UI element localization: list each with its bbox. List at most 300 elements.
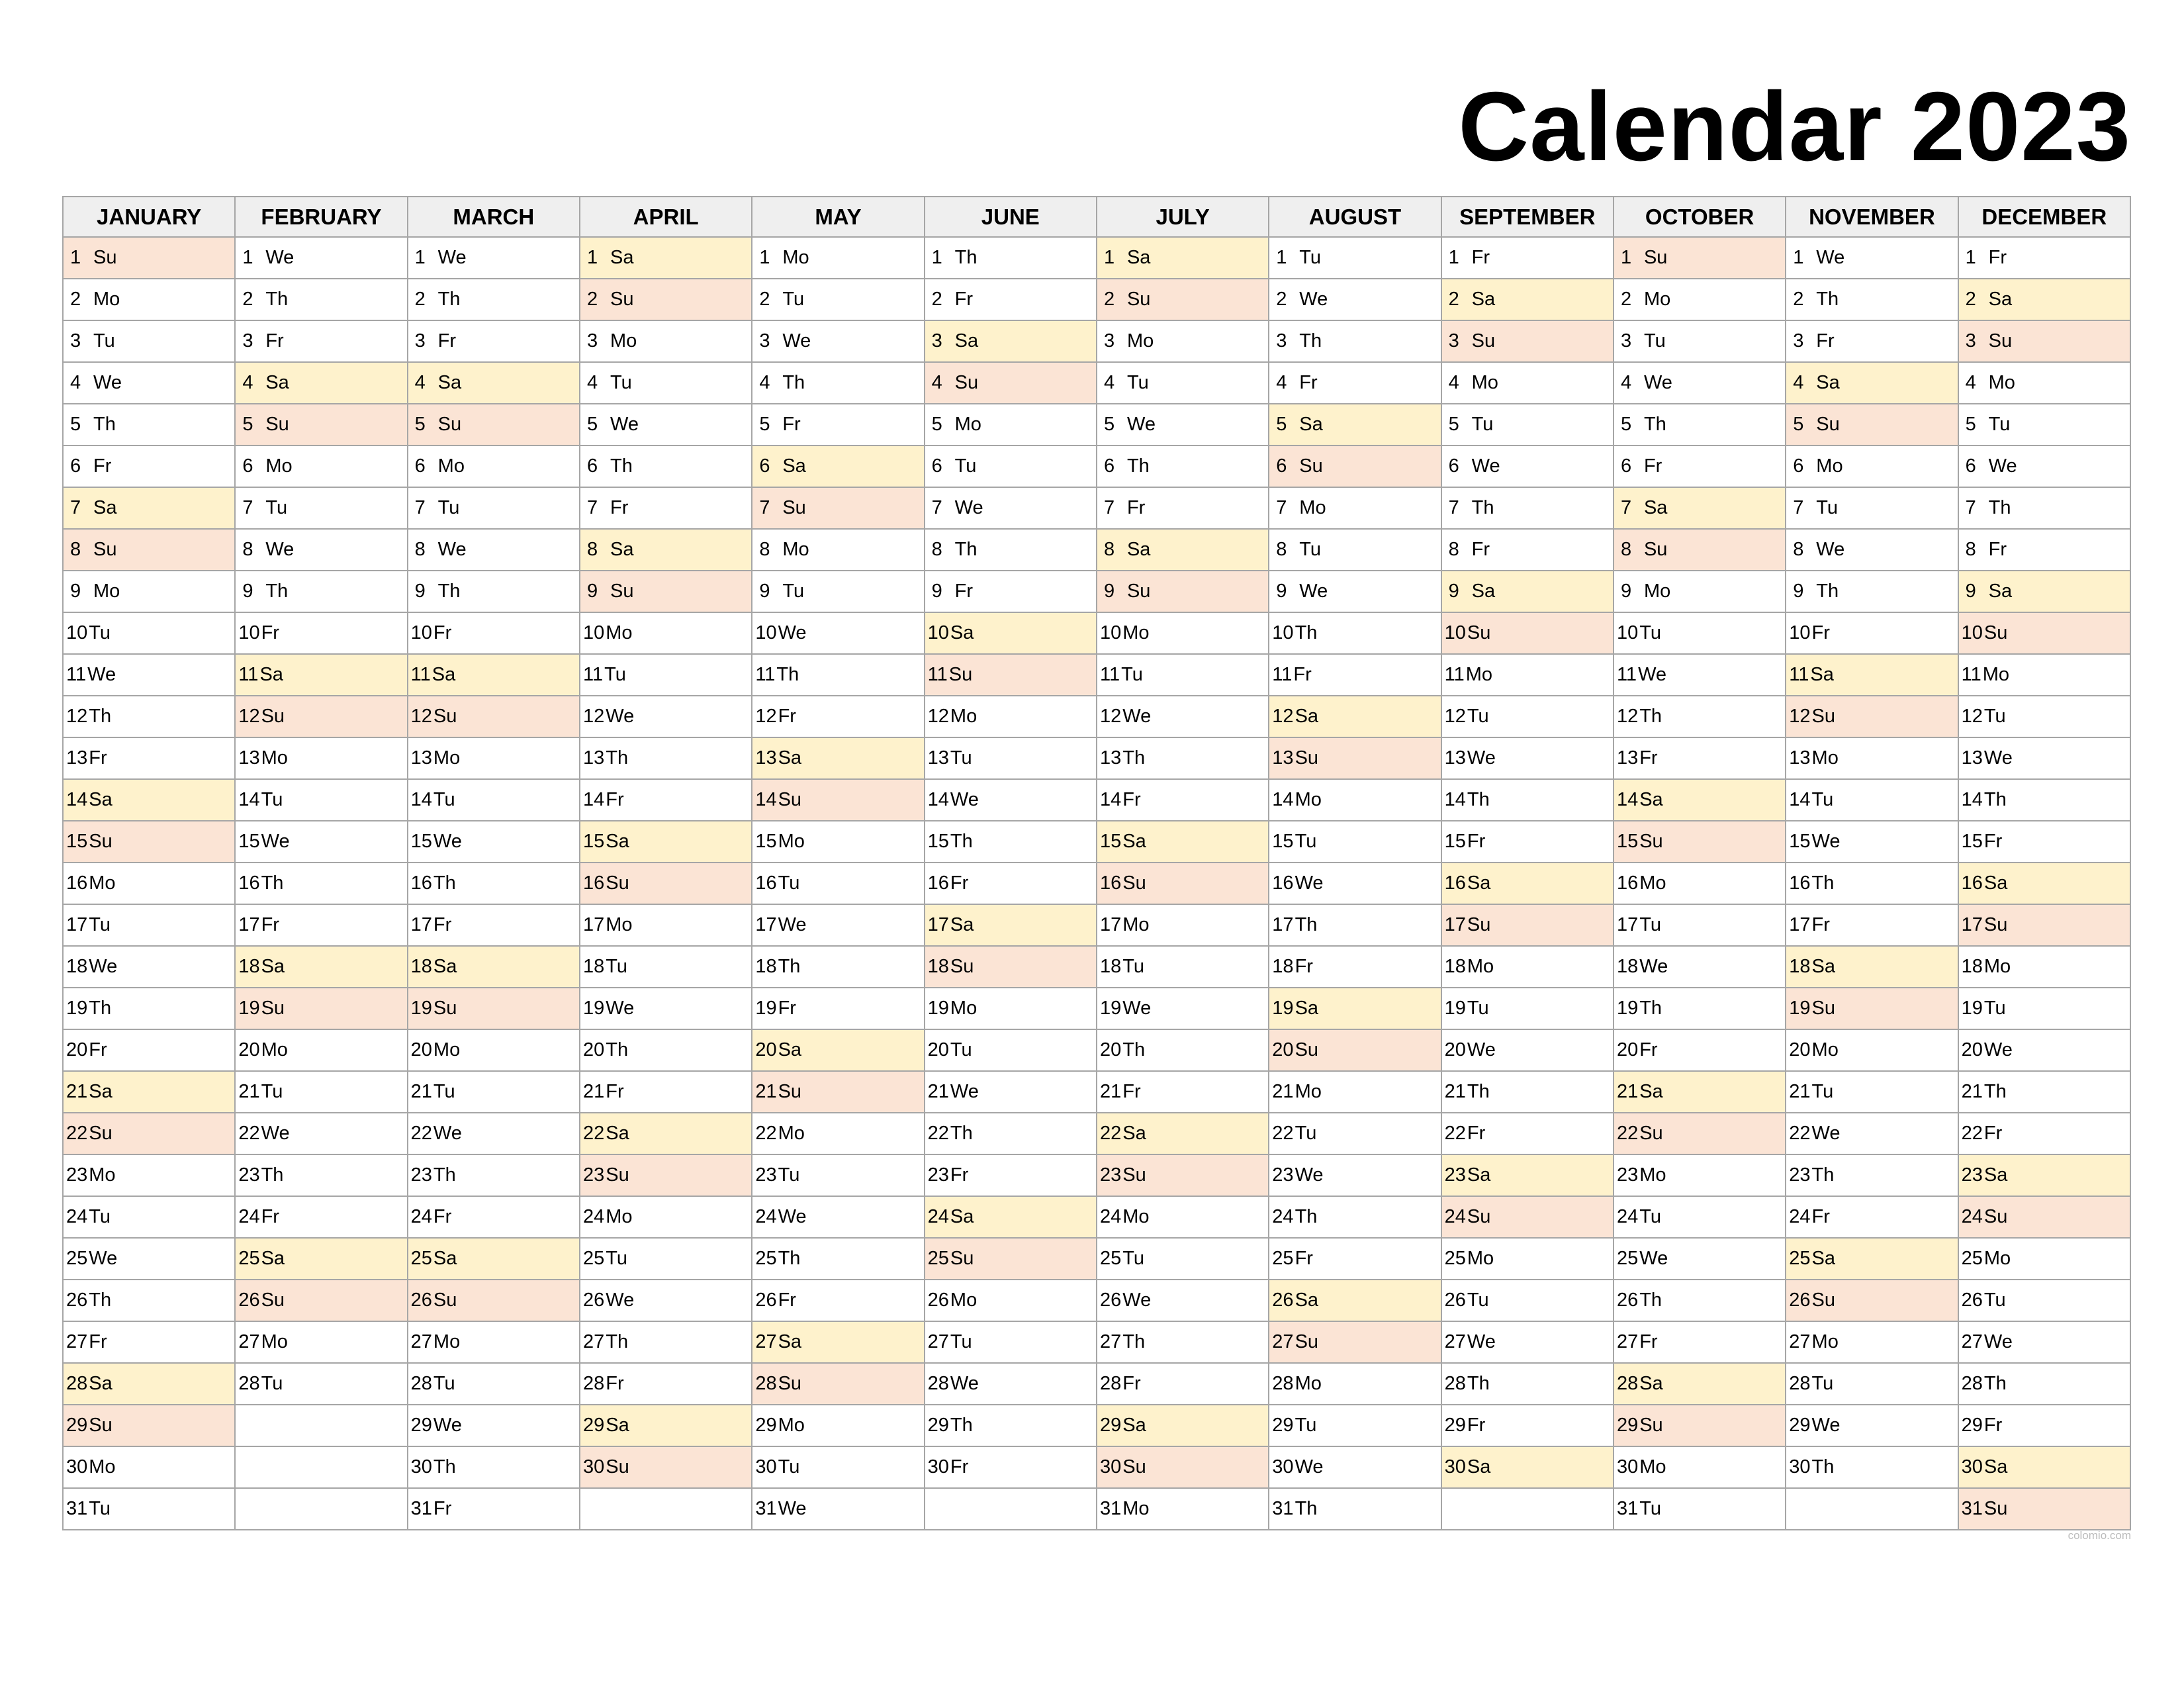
day-number: 4 — [70, 372, 81, 393]
weekday-abbr: Tu — [265, 497, 288, 518]
day-number: 22 — [1272, 1123, 1294, 1144]
day-cell — [1269, 1196, 1441, 1238]
weekday-abbr: Tu — [437, 497, 460, 518]
day-number: 26 — [66, 1289, 88, 1311]
day-cell — [1786, 696, 1958, 737]
day-number: 23 — [755, 1164, 777, 1186]
day-cell — [752, 1238, 924, 1280]
day-cell — [1441, 1238, 1614, 1280]
weekday-abbr: Sa — [1126, 539, 1151, 560]
day-cell — [1441, 1446, 1614, 1488]
day-number: 15 — [238, 831, 260, 852]
day-cell — [580, 1280, 752, 1321]
weekday-abbr: Sa — [1295, 998, 1319, 1019]
weekday-abbr: Fr — [1122, 789, 1141, 810]
weekday-abbr: We — [1639, 1248, 1668, 1269]
day-cell — [235, 654, 407, 696]
weekday-abbr: Th — [610, 455, 633, 477]
weekday-abbr: We — [1295, 1456, 1324, 1477]
day-cell — [408, 904, 580, 946]
weekday-abbr: Th — [1122, 747, 1146, 769]
day-number: 1 — [70, 247, 81, 268]
day-cell — [580, 1154, 752, 1196]
day-number: 11 — [1789, 664, 1809, 685]
day-number: 18 — [66, 956, 88, 977]
weekday-abbr: Fr — [610, 497, 629, 518]
weekday-abbr: Tu — [610, 372, 632, 393]
weekday-abbr: Th — [1811, 872, 1835, 894]
weekday-abbr: We — [1467, 747, 1496, 769]
day-number: 9 — [1965, 581, 1976, 602]
source-credit: colomio.com — [2068, 1529, 2131, 1542]
weekday-abbr: Mo — [437, 455, 465, 477]
day-cell — [1441, 946, 1614, 988]
day-cell — [1441, 904, 1614, 946]
weekday-abbr: Sa — [1295, 1289, 1319, 1311]
day-cell — [1097, 445, 1269, 487]
day-number: 20 — [1789, 1039, 1811, 1060]
day-row — [63, 863, 2130, 904]
day-number: 19 — [66, 998, 88, 1019]
day-number: 15 — [410, 831, 432, 852]
day-cell — [752, 1154, 924, 1196]
day-number: 19 — [1789, 998, 1811, 1019]
day-number: 16 — [927, 872, 949, 894]
day-number: 24 — [1789, 1206, 1811, 1227]
day-number: 16 — [66, 872, 88, 894]
day-number: 3 — [1620, 330, 1632, 352]
day-cell — [235, 988, 407, 1029]
day-row — [63, 487, 2130, 529]
day-cell — [1097, 1280, 1269, 1321]
weekday-abbr: Mo — [950, 706, 978, 727]
weekday-abbr: Su — [1811, 998, 1836, 1019]
day-cell — [1958, 237, 2130, 279]
day-cell — [580, 654, 752, 696]
weekday-abbr: Tu — [1983, 998, 2006, 1019]
weekday-abbr: Tu — [433, 1081, 455, 1102]
day-cell — [408, 1280, 580, 1321]
weekday-abbr: Fr — [1983, 1123, 2003, 1144]
day-cell — [1786, 1238, 1958, 1280]
day-row — [63, 571, 2130, 612]
day-number: 2 — [1103, 289, 1115, 310]
day-cell — [1786, 1405, 1958, 1446]
day-cell — [752, 445, 924, 487]
weekday-abbr: Sa — [950, 622, 974, 643]
weekday-abbr: Tu — [1811, 1373, 1834, 1394]
day-number: 25 — [1789, 1248, 1811, 1269]
day-cell — [1097, 1071, 1269, 1113]
weekday-abbr: Sa — [261, 956, 285, 977]
weekday-abbr: Th — [1467, 789, 1490, 810]
day-number: 2 — [414, 289, 426, 310]
day-number: 29 — [755, 1415, 777, 1436]
day-row — [63, 1238, 2130, 1280]
day-number: 22 — [66, 1123, 88, 1144]
weekday-abbr: Fr — [950, 1456, 969, 1477]
day-cell — [1097, 1405, 1269, 1446]
weekday-abbr: We — [1983, 747, 2013, 769]
day-number: 5 — [1793, 414, 1804, 435]
weekday-abbr: Fr — [1467, 1123, 1486, 1144]
day-cell — [63, 946, 235, 988]
day-number: 26 — [1789, 1289, 1811, 1311]
day-number: 13 — [66, 747, 88, 769]
day-cell — [925, 863, 1097, 904]
day-cell — [63, 696, 235, 737]
weekday-abbr: Mo — [1295, 1081, 1322, 1102]
day-number: 22 — [1616, 1123, 1639, 1144]
day-cell — [1097, 779, 1269, 821]
weekday-abbr: Fr — [1988, 247, 2007, 268]
day-number: 10 — [582, 622, 605, 643]
day-cell — [1269, 571, 1441, 612]
day-cell — [1269, 1071, 1441, 1113]
day-number: 4 — [1965, 372, 1976, 393]
day-cell — [1441, 988, 1614, 1029]
day-cell — [752, 404, 924, 445]
day-number: 20 — [1099, 1039, 1122, 1060]
day-number: 7 — [1448, 497, 1459, 518]
day-cell — [1097, 529, 1269, 571]
weekday-abbr: Mo — [778, 1123, 805, 1144]
day-cell — [63, 237, 235, 279]
weekday-abbr: Sa — [1122, 1415, 1146, 1436]
day-number: 15 — [1099, 831, 1122, 852]
weekday-abbr: Su — [433, 998, 457, 1019]
day-cell — [1786, 237, 1958, 279]
day-number: 25 — [1616, 1248, 1639, 1269]
weekday-abbr: We — [1816, 247, 1845, 268]
day-number: 16 — [238, 872, 260, 894]
day-cell — [1097, 362, 1269, 404]
day-number: 12 — [1789, 706, 1811, 727]
day-number: 14 — [1961, 789, 1983, 810]
weekday-abbr: Fr — [954, 289, 974, 310]
weekday-abbr: Tu — [782, 289, 805, 310]
day-row — [63, 821, 2130, 863]
day-number: 25 — [1272, 1248, 1294, 1269]
day-cell — [752, 612, 924, 654]
day-number: 31 — [1099, 1498, 1122, 1519]
weekday-abbr: Mo — [433, 1039, 461, 1060]
weekday-abbr: Su — [1988, 330, 2013, 352]
weekday-abbr: Tu — [1122, 1248, 1145, 1269]
weekday-abbr: Th — [261, 1164, 284, 1186]
day-cell — [1614, 1071, 1786, 1113]
day-cell — [1097, 1488, 1269, 1530]
day-number: 16 — [582, 872, 605, 894]
day-cell — [580, 737, 752, 779]
day-cell — [580, 1071, 752, 1113]
weekday-abbr: We — [89, 1248, 118, 1269]
weekday-abbr: Tu — [261, 1373, 283, 1394]
day-cell — [1958, 1238, 2130, 1280]
day-cell — [1097, 821, 1269, 863]
weekday-abbr: Tu — [1467, 998, 1489, 1019]
weekday-abbr: Sa — [1639, 1081, 1663, 1102]
weekday-abbr: We — [778, 1206, 807, 1227]
day-cell — [235, 1363, 407, 1405]
day-number: 2 — [931, 289, 942, 310]
day-cell — [1786, 1363, 1958, 1405]
day-number: 27 — [582, 1331, 605, 1352]
day-cell — [580, 779, 752, 821]
day-number: 5 — [1620, 414, 1632, 435]
day-number: 17 — [410, 914, 432, 935]
day-number: 25 — [410, 1248, 432, 1269]
day-number: 11 — [1444, 664, 1465, 685]
weekday-abbr: Su — [782, 497, 806, 518]
weekday-abbr: Su — [1299, 455, 1323, 477]
day-number: 10 — [1272, 622, 1294, 643]
day-cell — [63, 1446, 235, 1488]
weekday-abbr: Sa — [1643, 497, 1668, 518]
weekday-abbr: Th — [433, 872, 456, 894]
weekday-abbr: Th — [1811, 1164, 1835, 1186]
weekday-abbr: We — [610, 414, 639, 435]
day-number: 17 — [1616, 914, 1639, 935]
day-number: 12 — [1961, 706, 1983, 727]
day-number: 7 — [242, 497, 253, 518]
weekday-abbr: Su — [1983, 622, 2008, 643]
day-row — [63, 737, 2130, 779]
day-number: 13 — [1961, 747, 1983, 769]
weekday-abbr: Mo — [1295, 789, 1322, 810]
day-cell — [1269, 1405, 1441, 1446]
day-cell — [1614, 779, 1786, 821]
day-number: 23 — [1961, 1164, 1983, 1186]
day-number: 19 — [1961, 998, 1983, 1019]
weekday-abbr: Mo — [1467, 1248, 1494, 1269]
day-number: 20 — [1616, 1039, 1639, 1060]
day-cell — [1958, 1488, 2130, 1530]
weekday-abbr: Th — [1295, 1498, 1318, 1519]
day-cell — [1614, 737, 1786, 779]
weekday-abbr: Su — [1983, 1498, 2008, 1519]
day-cell — [1786, 1321, 1958, 1363]
day-number: 4 — [1620, 372, 1632, 393]
weekday-abbr: Fr — [950, 872, 969, 894]
day-number: 16 — [1789, 872, 1811, 894]
day-number: 27 — [410, 1331, 432, 1352]
day-number: 28 — [410, 1373, 432, 1394]
day-cell — [925, 529, 1097, 571]
weekday-abbr: We — [261, 1123, 290, 1144]
day-number: 26 — [755, 1289, 777, 1311]
weekday-abbr: Tu — [1121, 664, 1143, 685]
day-cell — [1614, 1029, 1786, 1071]
day-cell — [1269, 1029, 1441, 1071]
weekday-abbr: Th — [1295, 914, 1318, 935]
day-number: 3 — [242, 330, 253, 352]
day-cell — [63, 487, 235, 529]
day-number: 12 — [1272, 706, 1294, 727]
weekday-abbr: Tu — [950, 747, 972, 769]
day-cell — [925, 821, 1097, 863]
day-cell — [1097, 654, 1269, 696]
weekday-abbr: Tu — [1639, 1498, 1661, 1519]
day-number: 30 — [1099, 1456, 1122, 1477]
day-cell — [1958, 1321, 2130, 1363]
day-cell — [1269, 988, 1441, 1029]
day-number: 20 — [66, 1039, 88, 1060]
day-number: 23 — [1789, 1164, 1811, 1186]
weekday-abbr: Sa — [778, 1039, 802, 1060]
weekday-abbr: Fr — [433, 914, 452, 935]
day-cell — [235, 445, 407, 487]
day-cell — [1614, 1363, 1786, 1405]
weekday-abbr: Su — [1467, 1206, 1491, 1227]
weekday-abbr: We — [1638, 664, 1667, 685]
day-row — [63, 529, 2130, 571]
weekday-abbr: Sa — [1639, 1373, 1663, 1394]
day-number: 29 — [927, 1415, 949, 1436]
day-number: 14 — [1444, 789, 1466, 810]
day-number: 25 — [755, 1248, 777, 1269]
day-cell — [752, 988, 924, 1029]
empty-cell — [925, 1488, 1097, 1530]
day-row — [63, 1405, 2130, 1446]
day-cell — [1441, 237, 1614, 279]
month-header-september: SEPTEMBER — [1441, 197, 1614, 237]
day-cell — [1958, 404, 2130, 445]
day-number: 15 — [1616, 831, 1639, 852]
weekday-abbr: We — [265, 247, 295, 268]
day-number: 22 — [410, 1123, 432, 1144]
day-number: 27 — [1961, 1331, 1983, 1352]
weekday-abbr: Fr — [1471, 539, 1490, 560]
day-number: 11 — [1616, 664, 1637, 685]
weekday-abbr: Sa — [437, 372, 462, 393]
weekday-abbr: Tu — [1988, 414, 2011, 435]
day-cell — [235, 487, 407, 529]
day-cell — [408, 320, 580, 362]
day-cell — [925, 1363, 1097, 1405]
weekday-abbr: Th — [1639, 706, 1662, 727]
weekday-abbr: Th — [437, 289, 461, 310]
day-cell — [63, 654, 235, 696]
day-number: 17 — [1789, 914, 1811, 935]
day-number: 28 — [66, 1373, 88, 1394]
day-number: 24 — [238, 1206, 260, 1227]
day-number: 9 — [1448, 581, 1459, 602]
weekday-abbr: Su — [1983, 914, 2008, 935]
weekday-abbr: We — [606, 706, 635, 727]
day-cell — [408, 612, 580, 654]
weekday-abbr: Mo — [89, 1456, 116, 1477]
day-cell — [1097, 320, 1269, 362]
weekday-abbr: Th — [89, 706, 112, 727]
day-cell — [925, 946, 1097, 988]
day-cell — [1097, 404, 1269, 445]
weekday-abbr: Su — [1122, 872, 1146, 894]
day-cell — [1097, 696, 1269, 737]
weekday-abbr: Fr — [1122, 1373, 1141, 1394]
day-cell — [63, 1029, 235, 1071]
weekday-abbr: Mo — [433, 747, 461, 769]
day-cell — [1958, 279, 2130, 320]
day-number: 12 — [582, 706, 605, 727]
day-cell — [925, 1029, 1097, 1071]
day-cell — [1441, 863, 1614, 904]
day-cell — [752, 1029, 924, 1071]
day-number: 1 — [759, 247, 770, 268]
weekday-abbr: Su — [1639, 831, 1663, 852]
weekday-abbr: Sa — [954, 330, 979, 352]
weekday-abbr: Sa — [1639, 789, 1663, 810]
weekday-abbr: We — [1295, 1164, 1324, 1186]
weekday-abbr: Th — [89, 1289, 112, 1311]
weekday-abbr: Su — [265, 414, 289, 435]
day-number: 23 — [927, 1164, 949, 1186]
day-row — [63, 1446, 2130, 1488]
day-cell — [1441, 1280, 1614, 1321]
day-number: 5 — [242, 414, 253, 435]
day-row — [63, 1280, 2130, 1321]
weekday-abbr: Sa — [1122, 1123, 1146, 1144]
day-cell — [752, 1363, 924, 1405]
weekday-abbr: Tu — [89, 914, 111, 935]
weekday-abbr: Sa — [1811, 956, 1836, 977]
day-cell — [1269, 1488, 1441, 1530]
weekday-abbr: Th — [1639, 1289, 1662, 1311]
day-cell — [1614, 863, 1786, 904]
day-cell — [1269, 1446, 1441, 1488]
day-number: 1 — [1793, 247, 1804, 268]
day-row — [63, 404, 2130, 445]
weekday-abbr: Fr — [1643, 455, 1662, 477]
weekday-abbr: Th — [778, 956, 801, 977]
day-cell — [752, 1321, 924, 1363]
weekday-abbr: Sa — [1295, 706, 1319, 727]
weekday-abbr: Su — [1126, 289, 1151, 310]
weekday-abbr: Tu — [433, 789, 455, 810]
weekday-abbr: Th — [606, 747, 629, 769]
weekday-abbr: Mo — [1816, 455, 1843, 477]
day-number: 7 — [931, 497, 942, 518]
weekday-abbr: Sa — [89, 1081, 113, 1102]
day-cell — [752, 1196, 924, 1238]
weekday-abbr: Sa — [433, 956, 457, 977]
day-cell — [63, 362, 235, 404]
day-cell — [1958, 1154, 2130, 1196]
weekday-abbr: Fr — [1816, 330, 1835, 352]
weekday-abbr: Mo — [1988, 372, 2015, 393]
day-number: 5 — [931, 414, 942, 435]
day-number: 12 — [66, 706, 88, 727]
weekday-abbr: Th — [89, 998, 112, 1019]
day-cell — [235, 696, 407, 737]
day-number: 13 — [1099, 747, 1122, 769]
day-cell — [580, 404, 752, 445]
weekday-abbr: Mo — [89, 1164, 116, 1186]
day-number: 3 — [70, 330, 81, 352]
day-number: 13 — [1272, 747, 1294, 769]
day-number: 2 — [1448, 289, 1459, 310]
day-cell — [1269, 320, 1441, 362]
day-cell — [1614, 445, 1786, 487]
empty-cell — [1441, 1488, 1614, 1530]
day-number: 10 — [927, 622, 949, 643]
day-number: 29 — [582, 1415, 605, 1436]
day-number: 14 — [238, 789, 260, 810]
day-number: 6 — [1620, 455, 1632, 477]
day-number: 25 — [1099, 1248, 1122, 1269]
day-number: 28 — [1272, 1373, 1294, 1394]
day-cell — [752, 571, 924, 612]
